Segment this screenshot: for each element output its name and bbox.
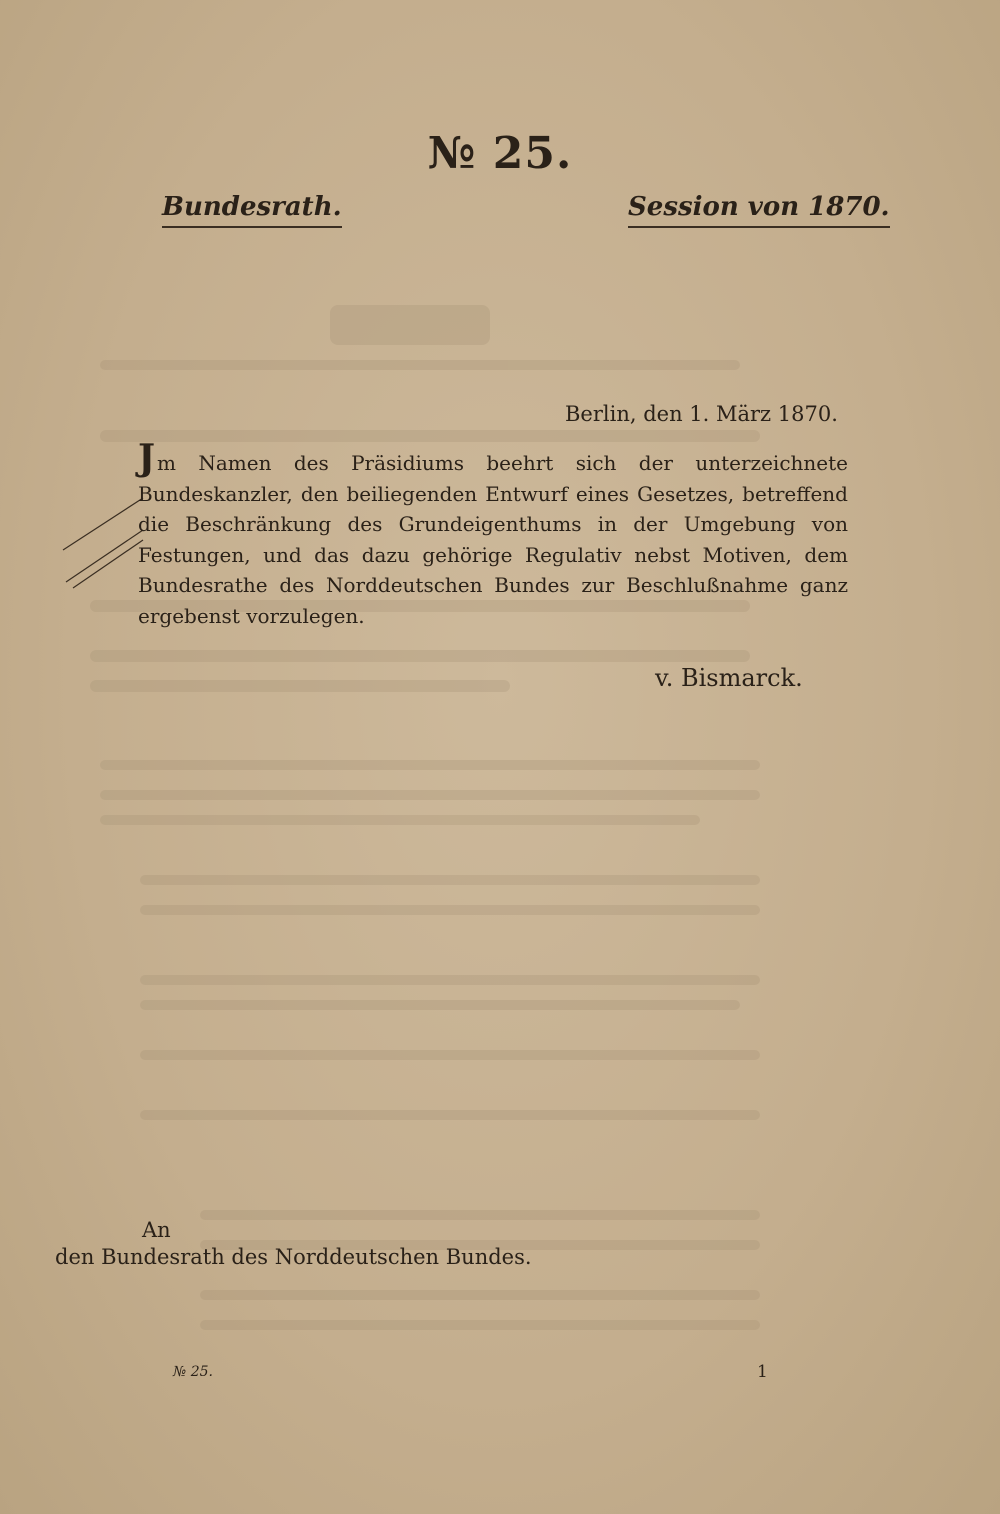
- header-bundesrath: Bundesrath.: [162, 192, 342, 228]
- margin-slash-marks-icon: [58, 490, 148, 590]
- header-session: Session von 1870.: [628, 192, 890, 228]
- signature: v. Bismarck.: [655, 664, 803, 692]
- document-number: № 25.: [427, 128, 573, 179]
- body-text: m Namen des Präsidiums beehrt sich der unterzeichnete Bundeskanzler, den beiliegenden Entwurf eines Gesetzes, betreffend die Beschränkung des Grundeigenthums in der Umgebung von Festungen, und das dazu gehörige Regulativ nebst Motiven, dem Bundesrathe des Norddeutschen Bundes zur Beschlußnahme ganz ergebenst vorzulegen.: [138, 451, 848, 628]
- footer-number: № 25.: [173, 1364, 213, 1380]
- addressee-line: den Bundesrath des Norddeutschen Bundes.: [55, 1245, 532, 1269]
- dateline: Berlin, den 1. März 1870.: [565, 402, 838, 426]
- body-initial: J: [138, 437, 156, 479]
- body-paragraph: [138, 437, 848, 631]
- addressee-an: An: [142, 1218, 171, 1242]
- page-number: 1: [757, 1362, 768, 1382]
